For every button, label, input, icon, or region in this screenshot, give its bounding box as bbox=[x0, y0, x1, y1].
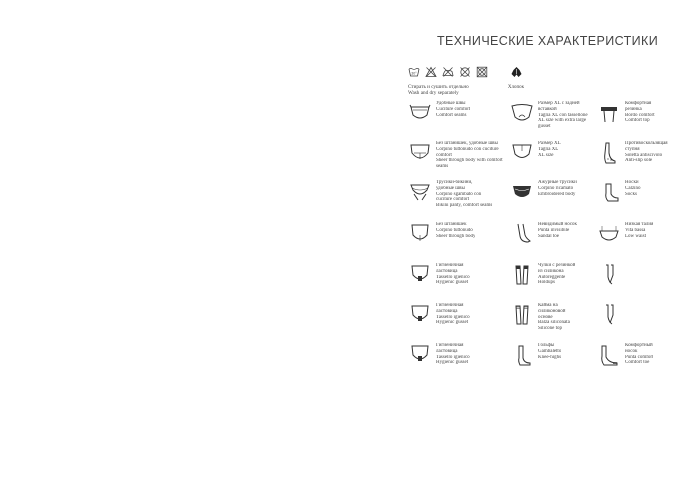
care-text-en: Wash and dry separately bbox=[408, 90, 459, 97]
no-iron-icon bbox=[442, 66, 454, 78]
feature-text bbox=[436, 222, 475, 239]
feature-item bbox=[597, 222, 653, 246]
socks-icon bbox=[597, 180, 621, 204]
feature-item bbox=[408, 141, 503, 170]
feature-item bbox=[408, 343, 470, 367]
feature-line: Комфортный bbox=[625, 343, 653, 348]
feature-item bbox=[510, 263, 575, 287]
feature-line: силиконовой bbox=[538, 308, 566, 314]
silicone-top-icon bbox=[510, 303, 534, 327]
feature-line: Corpino ricamato bbox=[538, 185, 574, 191]
comfort-top-icon bbox=[597, 101, 621, 125]
feature-text bbox=[538, 303, 570, 332]
feature-line: Чулки с резинкой bbox=[538, 263, 576, 268]
feature-item bbox=[408, 222, 475, 246]
feature-line: Cuciture comfort bbox=[436, 106, 471, 112]
feature-line: Низкая талия bbox=[625, 222, 654, 227]
feature-line: Носки bbox=[625, 180, 639, 185]
feature-line: основе bbox=[538, 314, 553, 320]
feature-line: ластовица bbox=[436, 348, 458, 354]
feature-line: Gambaletto bbox=[538, 348, 562, 354]
no-bleach-icon bbox=[425, 66, 437, 78]
feature-line: Corpino tuttonudo con cuciture bbox=[436, 146, 499, 152]
feature-item bbox=[510, 141, 561, 165]
feature-line: Comfort top bbox=[625, 118, 650, 124]
xl-size-icon bbox=[510, 141, 534, 165]
feature-item bbox=[510, 101, 588, 130]
feature-line: Размер XL bbox=[538, 141, 561, 146]
sandal-toe-icon bbox=[510, 222, 534, 246]
feature-line: носок bbox=[625, 348, 638, 354]
xl-gusset-icon bbox=[510, 101, 534, 125]
feature-line: Tassello igienico bbox=[436, 314, 470, 320]
feature-line: Hygienic gusset bbox=[436, 320, 469, 326]
feature-line: XL size bbox=[538, 152, 554, 158]
feature-text bbox=[625, 343, 653, 366]
feature-line: Taglia XL con tassellone bbox=[538, 112, 588, 118]
feature-line: cuciture comfort bbox=[436, 197, 470, 203]
no-dryclean-icon bbox=[459, 66, 471, 78]
feature-line: Taglia XL bbox=[538, 146, 559, 152]
feature-line: Low waist bbox=[625, 233, 646, 239]
feature-text bbox=[436, 343, 470, 366]
feature-line: Ажурные трусики bbox=[538, 180, 577, 185]
feature-line: ступня bbox=[625, 146, 640, 152]
wash-30-icon bbox=[408, 66, 420, 78]
feature-item bbox=[510, 303, 570, 332]
fabric-badge bbox=[491, 66, 541, 90]
feature-text bbox=[625, 101, 655, 124]
feature-line: Hygienic gusset bbox=[436, 280, 469, 286]
feature-item bbox=[510, 180, 577, 204]
feature-text bbox=[625, 180, 641, 197]
feature-text bbox=[538, 141, 561, 158]
low-waist-icon bbox=[597, 222, 621, 246]
feature-text bbox=[538, 180, 577, 197]
feature-line: Sheer through body with comfort bbox=[436, 158, 503, 164]
feature-line: Bikini panty, comfort seams bbox=[436, 203, 493, 209]
feature-item bbox=[597, 343, 653, 367]
feature-text bbox=[436, 101, 470, 118]
feature-line: Удобные швы bbox=[436, 101, 466, 106]
feature-line: Hygienic gusset bbox=[436, 360, 469, 366]
feature-text bbox=[538, 222, 577, 239]
feature-line: удобные швы bbox=[436, 185, 465, 191]
feature-item bbox=[408, 101, 470, 125]
feature-line: Soletta antiscivolo bbox=[625, 152, 663, 158]
feature-text bbox=[625, 141, 668, 164]
feature-line: Vita bassa bbox=[625, 227, 646, 233]
legs-icon bbox=[597, 263, 621, 287]
feature-line: gusset bbox=[538, 124, 551, 130]
care-icons bbox=[408, 66, 488, 78]
feature-line: Anti-slip sole bbox=[625, 158, 653, 164]
feature-item bbox=[510, 222, 577, 246]
feature-item bbox=[408, 303, 470, 327]
svg-text:30°: 30° bbox=[411, 71, 417, 76]
feature-item bbox=[597, 101, 655, 125]
fabric-label: Хлопок bbox=[507, 85, 525, 90]
hygienic-gusset-icon bbox=[408, 263, 432, 287]
feature-line: Corpino tuttonudo bbox=[436, 227, 473, 233]
bikini-panty-icon bbox=[408, 180, 432, 204]
hygienic-gusset-icon bbox=[408, 303, 432, 327]
feature-line: Punta comfort bbox=[625, 354, 654, 360]
feature-line: ластовица bbox=[436, 308, 458, 314]
feature-line: Противоскользящая bbox=[625, 141, 668, 146]
feature-item bbox=[597, 303, 625, 327]
feature-line: comfort bbox=[436, 152, 452, 158]
feature-line: Balza siliconata bbox=[538, 320, 570, 326]
feature-text bbox=[436, 180, 492, 209]
cotton-icon bbox=[510, 66, 523, 79]
feature-line: seams bbox=[436, 164, 449, 170]
feature-line: Silicone top bbox=[538, 326, 563, 332]
feature-line: Sheer through body bbox=[436, 233, 476, 239]
feature-line: Гигиеничная bbox=[436, 343, 464, 348]
embroidered-body-icon bbox=[510, 180, 534, 204]
feature-item bbox=[597, 263, 625, 287]
feature-item bbox=[510, 343, 561, 367]
feature-line: Socks bbox=[625, 191, 637, 197]
anti-slip-sole-icon bbox=[597, 141, 621, 165]
feature-line: Трусики-бикини, bbox=[436, 180, 473, 185]
feature-item bbox=[408, 263, 470, 287]
page-title: ТЕХНИЧЕСКИЕ ХАРАКТЕРИСТИКИ bbox=[437, 34, 659, 48]
feature-line: Гигиеничная bbox=[436, 263, 464, 268]
feature-line: Punta invisibile bbox=[538, 227, 570, 233]
feature-line: Bordo comfort bbox=[625, 112, 655, 118]
feature-line: Гольфы bbox=[538, 343, 555, 348]
feature-line: Невидимый носок bbox=[538, 222, 577, 227]
feature-line: Размер XL с задней bbox=[538, 101, 580, 106]
legs-icon bbox=[597, 303, 621, 327]
feature-line: Comfort seams bbox=[436, 112, 467, 118]
feature-line: резинка bbox=[625, 106, 642, 112]
feature-line: вставкой bbox=[538, 106, 557, 112]
feature-line: XL size with extra large bbox=[538, 118, 587, 124]
feature-line: ластовица bbox=[436, 268, 458, 274]
feature-line: Кайма на bbox=[538, 303, 558, 308]
feature-line: Comfort toe bbox=[625, 360, 650, 366]
feature-line: Knee-highs bbox=[538, 354, 562, 360]
feature-line: Комфортная bbox=[625, 101, 652, 106]
feature-line: Tassello igienico bbox=[436, 274, 470, 280]
feature-line: Calzino bbox=[625, 185, 641, 191]
care-text-ru: Стирать и сушить отдельно bbox=[408, 84, 469, 90]
knee-highs-icon bbox=[510, 343, 534, 367]
feature-line: Гигиеничная bbox=[436, 303, 464, 308]
feature-text bbox=[538, 263, 575, 286]
feature-line: Corpino sgambato con bbox=[436, 191, 482, 197]
comfort-toe-icon bbox=[597, 343, 621, 367]
care-instructions bbox=[408, 84, 469, 96]
feature-text bbox=[538, 343, 561, 360]
sheer-body-comfort-seams-icon bbox=[408, 141, 432, 165]
feature-text bbox=[625, 222, 653, 239]
feature-text bbox=[436, 303, 470, 326]
feature-line: Holdups bbox=[538, 280, 555, 286]
feature-line: Sandal toe bbox=[538, 233, 559, 239]
feature-line: Tassello igienico bbox=[436, 354, 470, 360]
feature-text bbox=[538, 101, 588, 130]
feature-text bbox=[436, 141, 503, 170]
feature-line: Embroidered body bbox=[538, 191, 576, 197]
holdups-icon bbox=[510, 263, 534, 287]
no-tumble-dry-icon bbox=[476, 66, 488, 78]
feature-text bbox=[436, 263, 470, 286]
feature-item bbox=[597, 141, 668, 165]
feature-line: из силикона bbox=[538, 268, 564, 274]
hygienic-gusset-icon bbox=[408, 343, 432, 367]
feature-line: Autoreggente bbox=[538, 274, 566, 280]
feature-item bbox=[597, 180, 641, 204]
feature-item bbox=[408, 180, 492, 209]
comfort-seams-briefs-icon bbox=[408, 101, 432, 125]
feature-line: Без штанишек, удобные швы bbox=[436, 141, 498, 146]
sheer-through-body-icon bbox=[408, 222, 432, 246]
feature-line: Без штанишек bbox=[436, 222, 467, 227]
